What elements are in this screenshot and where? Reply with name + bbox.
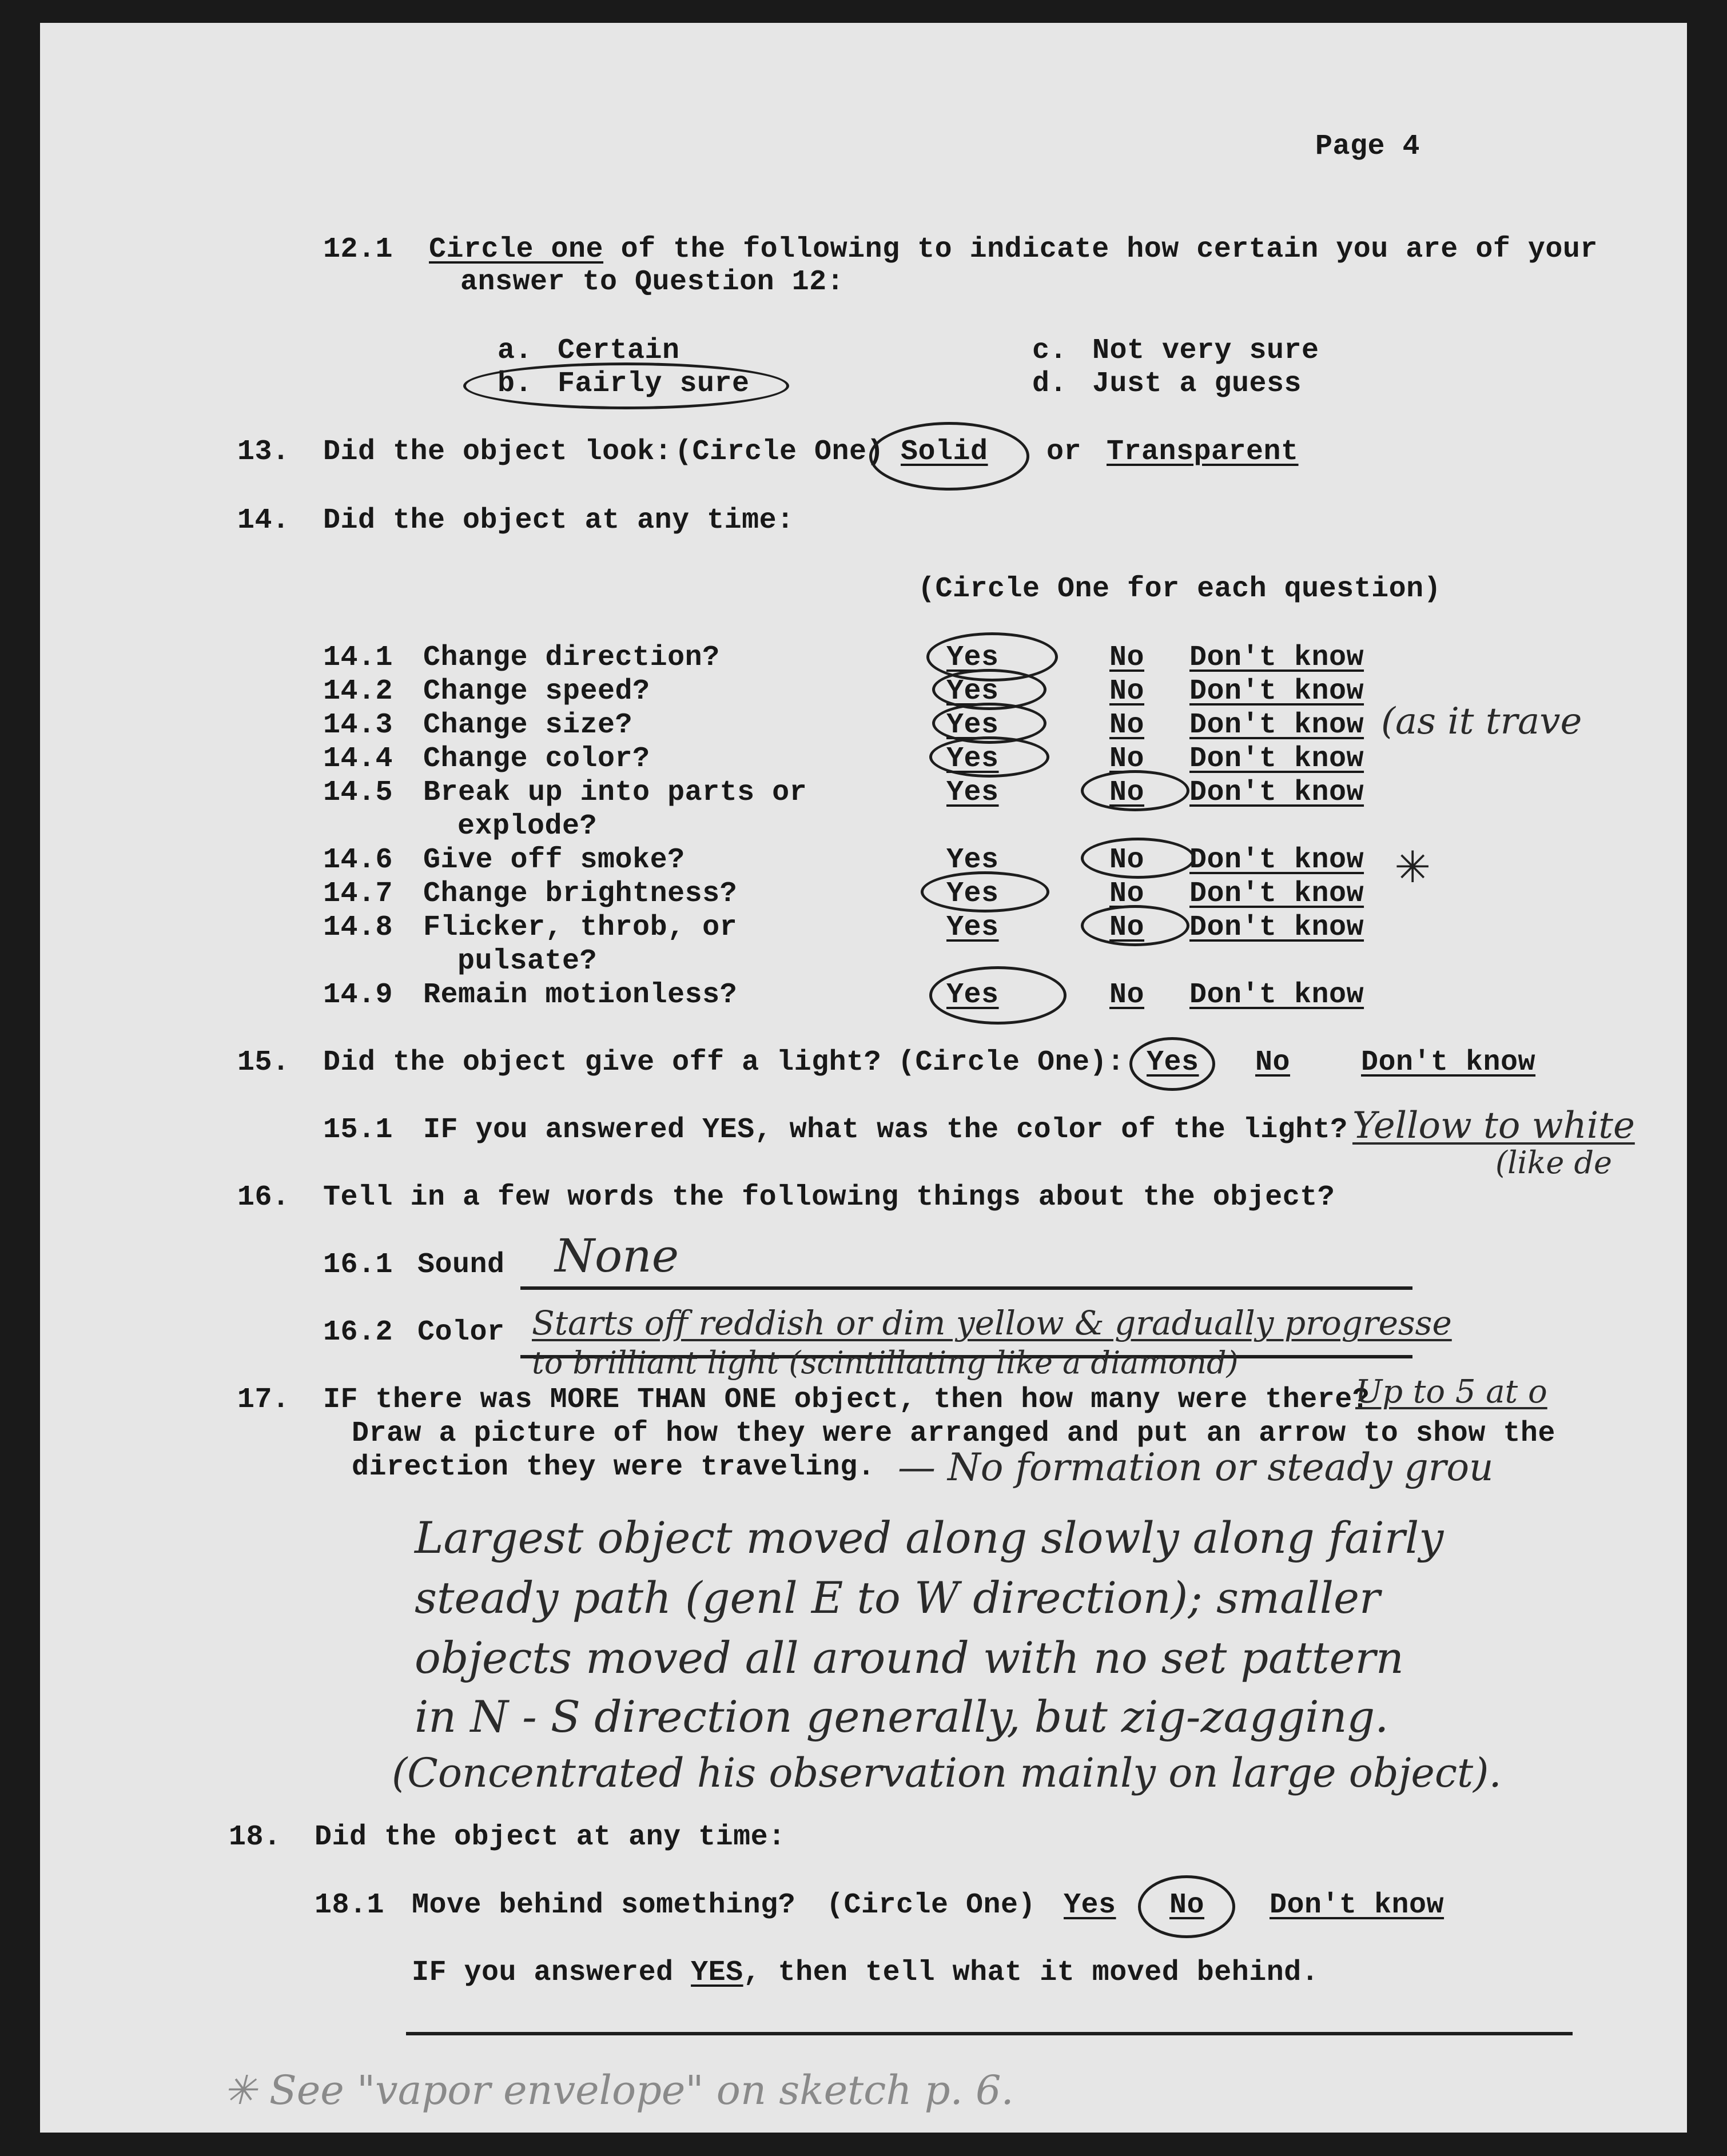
q15-1-number: 15.1 — [323, 1114, 393, 1146]
q15-text: Did the object give off a light? — [323, 1046, 882, 1079]
q14-7-number: 14.7 — [323, 878, 393, 910]
q14-3-number: 14.3 — [323, 709, 393, 742]
q14-2-dont-know: Don't know — [1189, 675, 1364, 708]
handwritten-footnote: ✳ See "vapor envelope" on sketch p. 6. — [223, 2067, 1014, 2114]
q14-5-no: No — [1109, 776, 1145, 809]
q14-1-dont-know: Don't know — [1189, 641, 1364, 674]
answer-circle-q14-6 — [1081, 838, 1195, 879]
q12-1-option-b: Fairly sure — [558, 368, 750, 400]
q14-3-question: Change size? — [423, 709, 633, 742]
q17-number: 17. — [237, 1384, 290, 1416]
q14-6-dont-know: Don't know — [1189, 844, 1364, 876]
answer-circle-q18-1 — [1138, 1875, 1235, 1938]
q16-text: Tell in a few words the following things about the object? — [323, 1181, 1335, 1214]
q12-1-option-d-letter: d. — [1032, 368, 1068, 400]
q12-1-text-line1 — [429, 233, 1598, 266]
q16-1-label: Sound — [417, 1249, 505, 1281]
q18-1-dont-know: Don't know — [1270, 1889, 1445, 1922]
q14-5-question: Break up into parts or — [423, 776, 807, 809]
answer-circle-q12-1 — [463, 362, 789, 409]
q17-handwritten-line4: in N - S direction generally, but zig-zagging. — [415, 1691, 1389, 1742]
q14-6-no: No — [1109, 844, 1145, 876]
q18-1-text: Move behind something? — [412, 1889, 796, 1922]
q16-2-number: 16.2 — [323, 1316, 393, 1349]
answer-circle-q14-5 — [1081, 770, 1189, 811]
q12-1-option-a-letter: a. — [498, 334, 533, 367]
q18-number: 18. — [229, 1821, 281, 1854]
q17-handwritten-line0: — No formation or steady grou — [898, 1445, 1494, 1489]
q13-instruction: (Circle One) — [675, 436, 885, 468]
q12-1-text-line2: answer to Question 12: — [460, 266, 845, 298]
q13-number: 13. — [237, 436, 290, 468]
q14-4-no: No — [1109, 743, 1145, 775]
q18-1-answer-line — [406, 2032, 1573, 2035]
q15-instruction: (Circle One): — [898, 1046, 1125, 1079]
q17-line3: direction they were traveling. — [352, 1451, 876, 1484]
q15-1-answer-line2: (like de — [1495, 1145, 1612, 1181]
q14-5-yes: Yes — [946, 776, 999, 809]
q14-1-yes: Yes — [946, 641, 999, 674]
q14-1-number: 14.1 — [323, 641, 393, 674]
q12-1-option-c-letter: c. — [1032, 334, 1068, 367]
q13-text: Did the object look: — [323, 436, 673, 468]
q14-1-no: No — [1109, 641, 1145, 674]
q14-8-number: 14.8 — [323, 911, 393, 944]
q14-9-question: Remain motionless? — [423, 979, 738, 1011]
q16-2-answer-line1: Starts off reddish or dim yellow & gradually progresse — [532, 1304, 1452, 1342]
q14-7-no: No — [1109, 878, 1145, 910]
q14-number: 14. — [237, 504, 290, 537]
q12-1-option-c: Not very sure — [1092, 334, 1319, 367]
q15-number: 15. — [237, 1046, 290, 1079]
q16-2-label: Color — [417, 1316, 505, 1349]
q16-1-answer: None — [555, 1229, 679, 1282]
q12-1-option-b-letter: b. — [498, 368, 533, 400]
asterisk-icon: ✳ — [1395, 835, 1430, 900]
q14-text: Did the object at any time: — [323, 504, 794, 537]
q12-1-option-d: Just a guess — [1092, 368, 1302, 400]
q14-9-no: No — [1109, 979, 1145, 1011]
q14-2-no: No — [1109, 675, 1145, 708]
q13-or: or — [1046, 436, 1082, 468]
q18-text: Did the object at any time: — [315, 1821, 786, 1854]
q18-1-followup-yes: YES — [691, 1956, 743, 1989]
q14-8-question: Flicker, throb, or — [423, 911, 738, 944]
q12-1-text1: of the following to indicate how certain you are of your — [620, 233, 1598, 266]
q15-yes: Yes — [1147, 1046, 1199, 1079]
q14-8-dont-know: Don't know — [1189, 911, 1364, 944]
q14-8-question-cont: pulsate? — [457, 945, 598, 978]
q17-handwritten-line5: (Concentrated his observation mainly on large object). — [392, 1749, 1502, 1796]
q15-dont-know: Don't know — [1361, 1046, 1536, 1079]
answer-circle-q14-9 — [929, 966, 1067, 1025]
q14-3-yes: Yes — [946, 709, 999, 742]
q14-2-number: 14.2 — [323, 675, 393, 708]
q14-9-dont-know: Don't know — [1189, 979, 1364, 1011]
q14-9-yes: Yes — [946, 979, 999, 1011]
q18-1-followup-post: , then tell what it moved behind. — [743, 1956, 1319, 1989]
q14-9-number: 14.9 — [323, 979, 393, 1011]
q18-1-followup-pre: IF you answered — [412, 1956, 674, 1989]
q14-6-number: 14.6 — [323, 844, 393, 876]
q17-answer-count: Up to 5 at o — [1355, 1373, 1547, 1410]
q14-7-question: Change brightness? — [423, 878, 738, 910]
q12-1-number: 12.1 — [323, 233, 393, 266]
q14-8-yes: Yes — [946, 911, 999, 944]
q18-1-no: No — [1169, 1889, 1205, 1922]
answer-circle-q14-4 — [929, 736, 1049, 778]
q14-1-question: Change direction? — [423, 641, 720, 674]
q14-instruction: (Circle One for each question) — [918, 573, 1442, 605]
q14-2-question: Change speed? — [423, 675, 650, 708]
q16-1-number: 16.1 — [323, 1249, 393, 1281]
q14-4-yes: Yes — [946, 743, 999, 775]
q15-1-answer-line1: Yellow to white — [1352, 1105, 1635, 1147]
q14-7-dont-know: Don't know — [1189, 878, 1364, 910]
q14-6-yes: Yes — [946, 844, 999, 876]
q14-8-no: No — [1109, 911, 1145, 944]
answer-circle-q13 — [869, 422, 1029, 491]
q14-4-number: 14.4 — [323, 743, 393, 775]
q14-4-question: Change color? — [423, 743, 650, 775]
q15-1-text: IF you answered YES, what was the color of the light? — [423, 1114, 1348, 1146]
q14-6-question: Give off smoke? — [423, 844, 685, 876]
q17-line1: IF there was MORE THAN ONE object, then how many were there? — [323, 1384, 1370, 1416]
q12-1-circle-one: Circle one — [429, 233, 604, 266]
q14-5-number: 14.5 — [323, 776, 393, 809]
q14-3-dont-know: Don't know — [1189, 709, 1364, 742]
q16-1-answer-line — [520, 1286, 1412, 1290]
q18-1-yes: Yes — [1064, 1889, 1116, 1922]
q17-handwritten-line2: steady path (genl E to W direction); smaller — [415, 1572, 1380, 1623]
q18-1-instruction: (Circle One) — [826, 1889, 1036, 1922]
answer-circle-q14-7 — [921, 871, 1049, 912]
q15-no: No — [1255, 1046, 1291, 1079]
answer-circle-q15 — [1129, 1037, 1215, 1091]
q18-1-followup — [412, 1956, 1319, 1989]
q17-handwritten-line3: objects moved all around with no set pattern — [415, 1632, 1404, 1683]
q13-option-transparent: Transparent — [1107, 436, 1299, 468]
q14-5-question-cont: explode? — [457, 810, 598, 843]
q13-option-solid: Solid — [901, 436, 988, 468]
q14-3-handwritten-note: (as it trave — [1381, 700, 1582, 743]
q14-5-dont-know: Don't know — [1189, 776, 1364, 809]
q12-1-option-a: Certain — [558, 334, 680, 367]
q14-4-dont-know: Don't know — [1189, 743, 1364, 775]
q17-line2: Draw a picture of how they were arranged and put an arrow to show the — [352, 1417, 1555, 1450]
q14-3-no: No — [1109, 709, 1145, 742]
questionnaire-page — [40, 23, 1687, 2133]
q16-number: 16. — [237, 1181, 290, 1214]
q17-handwritten-line1: Largest object moved along slowly along fairly — [415, 1512, 1444, 1563]
answer-circle-q14-8 — [1081, 905, 1189, 946]
page-number: Page 4 — [1315, 130, 1420, 163]
q16-2-answer-line2: to brilliant light (scintillating like a diamond) — [532, 1345, 1239, 1381]
q14-7-yes: Yes — [946, 878, 999, 910]
q18-1-number: 18.1 — [315, 1889, 385, 1922]
q14-2-yes: Yes — [946, 675, 999, 708]
